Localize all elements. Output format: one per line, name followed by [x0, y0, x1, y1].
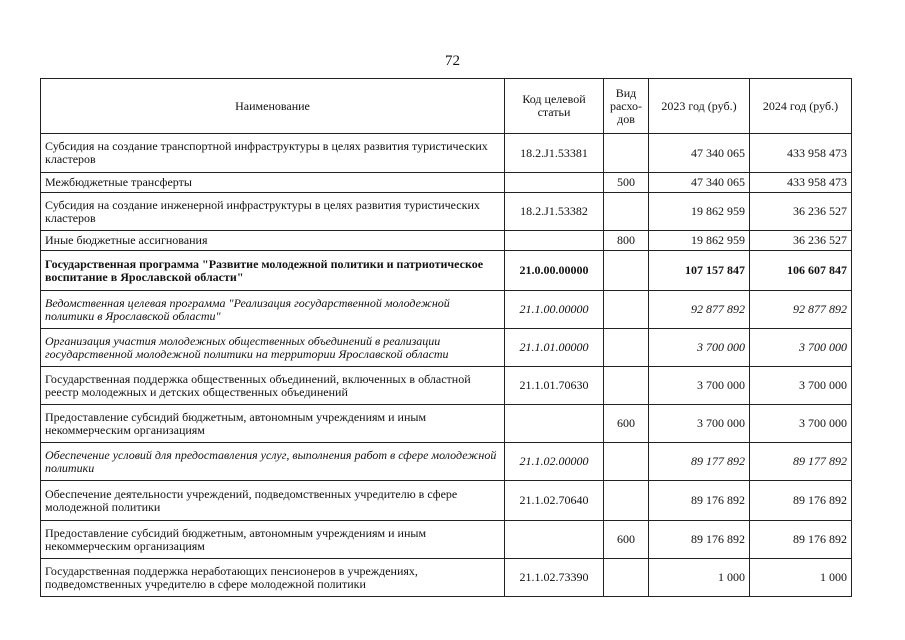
cell-code: 21.1.02.00000 [505, 443, 604, 481]
table-row [41, 405, 852, 443]
cell-code [505, 405, 604, 443]
cell-kind: 800 [604, 231, 649, 251]
cell-y2024: 89 176 892 [750, 521, 852, 559]
cell-y2024: 36 236 527 [750, 231, 852, 251]
header-name: Наименование [41, 79, 505, 134]
table-row [41, 134, 852, 173]
cell-name: Организация участия молодежных общественных объединений в реализации государственной молодежной политики на территории Ярославской области [41, 329, 505, 367]
cell-y2024: 89 177 892 [750, 443, 852, 481]
header-2024: 2024 год (руб.) [750, 79, 852, 134]
cell-name: Субсидия на создание транспортной инфраструктуры в целях развития туристических кластеров [41, 134, 505, 173]
cell-kind: 600 [604, 521, 649, 559]
cell-code: 18.2.J1.53382 [505, 193, 604, 231]
cell-y2023: 89 177 892 [649, 443, 750, 481]
cell-code [505, 231, 604, 251]
cell-name: Обеспечение деятельности учреждений, подведомственных учредителю в сфере молодежной политики [41, 481, 505, 521]
cell-y2023: 3 700 000 [649, 329, 750, 367]
header-2023: 2023 год (руб.) [649, 79, 750, 134]
table-header-row [41, 79, 852, 134]
cell-y2024: 3 700 000 [750, 367, 852, 405]
cell-code: 21.1.01.00000 [505, 329, 604, 367]
cell-code: 21.1.01.70630 [505, 367, 604, 405]
table-row [41, 173, 852, 193]
cell-y2023: 3 700 000 [649, 405, 750, 443]
cell-code: 21.1.02.73390 [505, 559, 604, 597]
cell-y2024: 36 236 527 [750, 193, 852, 231]
cell-y2023: 47 340 065 [649, 173, 750, 193]
cell-code: 21.0.00.00000 [505, 251, 604, 291]
cell-name: Иные бюджетные ассигнования [41, 231, 505, 251]
cell-y2024: 433 958 473 [750, 173, 852, 193]
table-row [41, 559, 852, 597]
cell-name: Обеспечение условий для предоставления услуг, выполнения работ в сфере молодежной политики [41, 443, 505, 481]
table-row [41, 443, 852, 481]
cell-y2024: 106 607 847 [750, 251, 852, 291]
cell-y2023: 89 176 892 [649, 521, 750, 559]
cell-kind [604, 443, 649, 481]
cell-y2023: 19 862 959 [649, 193, 750, 231]
table-body [41, 134, 852, 597]
table-row [41, 329, 852, 367]
cell-kind [604, 329, 649, 367]
cell-y2024: 89 176 892 [750, 481, 852, 521]
cell-code: 18.2.J1.53381 [505, 134, 604, 173]
cell-name: Предоставление субсидий бюджетным, автономным учреждениям и иным некоммерческим организациям [41, 521, 505, 559]
cell-kind [604, 481, 649, 521]
budget-table [40, 78, 852, 597]
table-row [41, 481, 852, 521]
cell-name: Государственная программа "Развитие молодежной политики и патриотическое воспитание в Ярославской области" [41, 251, 505, 291]
cell-y2023: 19 862 959 [649, 231, 750, 251]
cell-y2023: 107 157 847 [649, 251, 750, 291]
cell-name: Ведомственная целевая программа "Реализация государственной молодежной политики в Ярославской области" [41, 291, 505, 329]
cell-y2023: 47 340 065 [649, 134, 750, 173]
cell-y2023: 89 176 892 [649, 481, 750, 521]
cell-y2024: 3 700 000 [750, 405, 852, 443]
header-kind: Вид расхо-дов [604, 79, 649, 134]
cell-name: Предоставление субсидий бюджетным, автономным учреждениям и иным некоммерческим организациям [41, 405, 505, 443]
table-row [41, 193, 852, 231]
cell-code: 21.1.02.70640 [505, 481, 604, 521]
cell-y2023: 3 700 000 [649, 367, 750, 405]
page-number: 72 [445, 53, 460, 69]
cell-y2023: 92 877 892 [649, 291, 750, 329]
cell-kind: 500 [604, 173, 649, 193]
cell-y2024: 3 700 000 [750, 329, 852, 367]
cell-kind [604, 251, 649, 291]
cell-name: Государственная поддержка общественных объединений, включенных в областной реестр молодежных и детских общественных объединений [41, 367, 505, 405]
cell-code: 21.1.00.00000 [505, 291, 604, 329]
cell-code [505, 173, 604, 193]
cell-y2024: 1 000 [750, 559, 852, 597]
cell-kind [604, 134, 649, 173]
cell-kind [604, 291, 649, 329]
table-row [41, 291, 852, 329]
table-row [41, 521, 852, 559]
cell-kind [604, 367, 649, 405]
table-row [41, 367, 852, 405]
cell-y2024: 433 958 473 [750, 134, 852, 173]
cell-name: Межбюджетные трансферты [41, 173, 505, 193]
table-row [41, 251, 852, 291]
header-code: Код целевой статьи [505, 79, 604, 134]
cell-y2023: 1 000 [649, 559, 750, 597]
table-row [41, 231, 852, 251]
cell-kind: 600 [604, 405, 649, 443]
cell-kind [604, 559, 649, 597]
cell-name: Субсидия на создание инженерной инфраструктуры в целях развития туристических кластеров [41, 193, 505, 231]
cell-code [505, 521, 604, 559]
cell-y2024: 92 877 892 [750, 291, 852, 329]
cell-name: Государственная поддержка неработающих пенсионеров в учреждениях, подведомственных учредителю в сфере молодежной политики [41, 559, 505, 597]
cell-kind [604, 193, 649, 231]
